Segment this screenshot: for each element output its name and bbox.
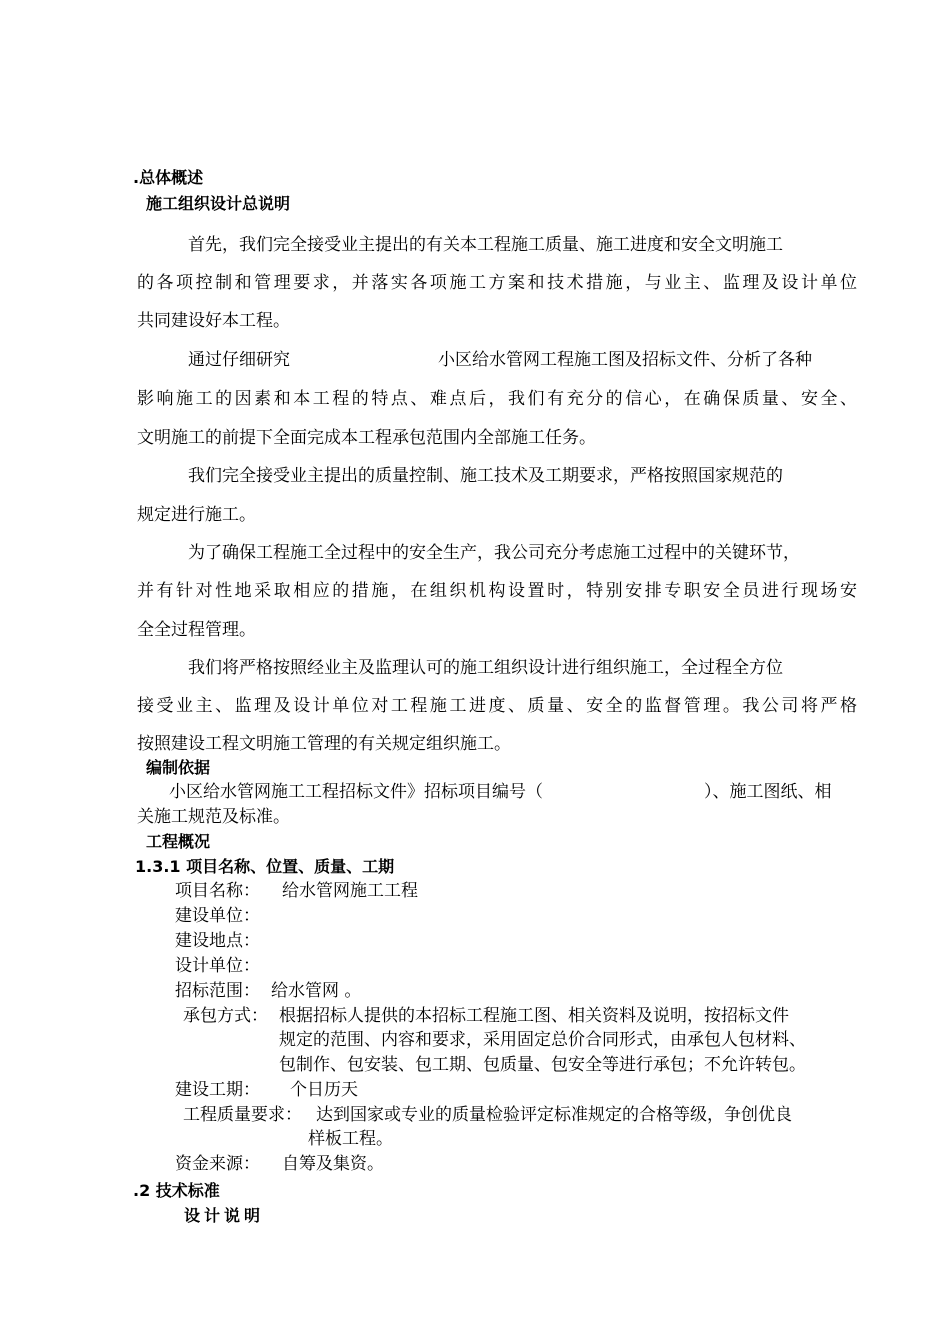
paragraph-4-line-2: 并有针对性地采取相应的措施，在组织机构设置时，特别安排专职安全员进行现场安 <box>137 581 857 601</box>
contract-label: 承包方式： <box>183 1006 268 1026</box>
project-name-label: 项目名称： <box>175 881 260 901</box>
period-label: 建设工期： <box>175 1080 260 1100</box>
section-1-3-1-title: 1.3.1 项目名称、位置、质量、工期 <box>135 857 395 876</box>
basis-line-1a: 小区给水管网施工工程招标文件》招标项目编号（ <box>169 782 543 802</box>
paragraph-3-line-1: 我们完全接受业主提出的质量控制、施工技术及工期要求，严格按照国家规范的 <box>188 466 783 486</box>
paragraph-2-line-3: 文明施工的前提下全面完成本工程承包范围内全部施工任务。 <box>137 428 596 448</box>
paragraph-4-line-3: 全全过程管理。 <box>137 620 256 640</box>
basis-line-2: 关施工规范及标准。 <box>137 807 290 827</box>
paragraph-2-line-1b: 小区给水管网工程施工图及招标文件、分析了各种 <box>438 350 812 370</box>
paragraph-1-line-1: 首先，我们完全接受业主提出的有关本工程施工质量、施工进度和安全文明施工 <box>188 235 783 255</box>
paragraph-3-line-2: 规定进行施工。 <box>137 505 256 525</box>
section-1-title: .总体概述 <box>133 168 204 187</box>
builder-label: 建设单位： <box>175 906 260 926</box>
quality-label: 工程质量要求： <box>183 1105 302 1125</box>
contract-line-3: 包制作、包安装、包工期、包质量、包安全等进行承包；不允许转包。 <box>279 1055 806 1075</box>
section-2-title: .2 技术标准 <box>133 1181 220 1200</box>
paragraph-2-line-1a: 通过仔细研究 <box>188 350 290 370</box>
contract-line-2: 规定的范围、内容和要求，采用固定总价合同形式，由承包人包材料、 <box>279 1030 806 1050</box>
fund-value: 自筹及集资。 <box>282 1154 384 1174</box>
site-label: 建设地点： <box>175 931 260 951</box>
scope-value: 给水管网 。 <box>271 981 362 1001</box>
section-1-1-title: 施工组织设计总说明 <box>146 194 291 213</box>
section-1-3-title: 工程概况 <box>146 832 211 851</box>
paragraph-1-line-2: 的各项控制和管理要求，并落实各项施工方案和技术措施，与业主、监理及设计单位 <box>137 273 857 293</box>
paragraph-5-line-2: 接受业主、监理及设计单位对工程施工进度、质量、安全的监督管理。我公司将严格 <box>137 696 857 716</box>
quality-line-2: 样板工程。 <box>308 1129 393 1149</box>
section-2-1-title: 设计说明 <box>184 1206 265 1225</box>
period-value: 个日历天 <box>290 1080 358 1100</box>
fund-label: 资金来源： <box>175 1154 260 1174</box>
paragraph-5-line-1: 我们将严格按照经业主及监理认可的施工组织设计进行组织施工，全过程全方位 <box>188 658 783 678</box>
basis-line-1b: ）、施工图纸、相 <box>704 782 832 802</box>
scope-label: 招标范围： <box>175 981 260 1001</box>
section-1-2-title: 编制依据 <box>146 758 211 777</box>
paragraph-5-line-3: 按照建设工程文明施工管理的有关规定组织施工。 <box>137 734 511 754</box>
paragraph-1-line-3: 共同建设好本工程。 <box>137 311 290 331</box>
contract-line-1: 根据招标人提供的本招标工程施工图、相关资料及说明，按招标文件 <box>279 1006 789 1026</box>
quality-line-1: 达到国家或专业的质量检验评定标准规定的合格等级，争创优良 <box>316 1105 792 1125</box>
project-name-value: 给水管网施工工程 <box>282 881 418 901</box>
designer-label: 设计单位： <box>175 956 260 976</box>
paragraph-4-line-1: 为了确保工程施工全过程中的安全生产，我公司充分考虑施工过程中的关键环节， <box>188 543 800 563</box>
paragraph-2-line-2: 影响施工的因素和本工程的特点、难点后，我们有充分的信心，在确保质量、安全、 <box>137 389 857 409</box>
